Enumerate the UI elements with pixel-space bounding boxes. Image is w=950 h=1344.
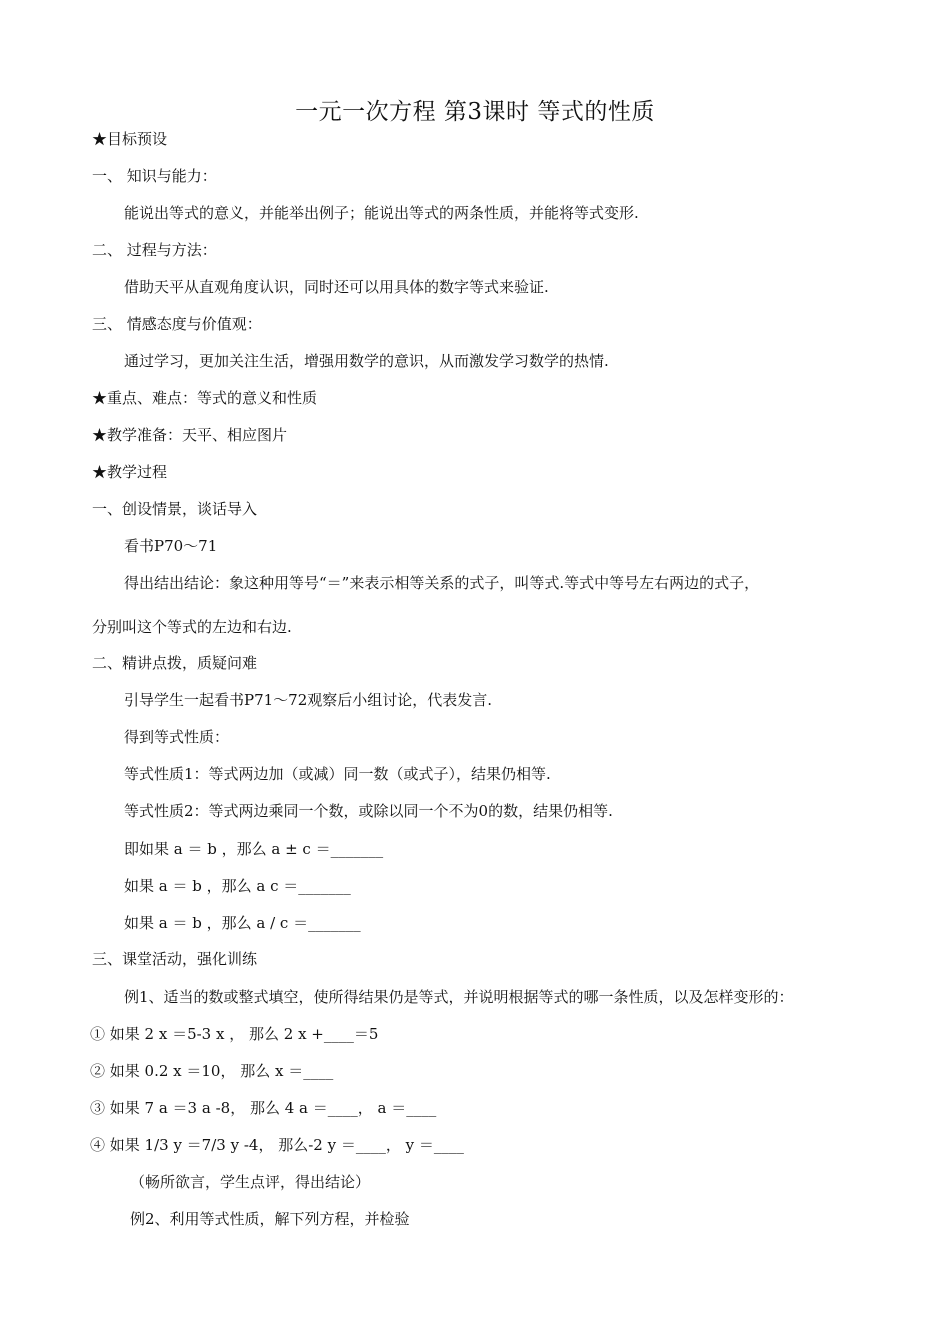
goal-text-process: 借助天平从直观角度认识，同时还可以用具体的数字等式来验证. [124,278,549,296]
property-1: 等式性质1：等式两边加（或减）同一数（或式子），结果仍相等. [124,765,551,783]
key-points-line: ★重点、难点：等式的意义和性质 [92,389,318,407]
goal-heading-process: 二、 过程与方法： [92,241,217,259]
exercise-1: ① 如果 2 x ＝5-3 x ， 那么 2 x +____＝5 [90,1025,379,1043]
step-text-conclusion-cont: 分别叫这个等式的左边和右边. [92,618,292,636]
step-text-properties-intro: 得到等式性质： [124,728,230,746]
step-text-read-book: 看书P70～71 [124,537,218,555]
step-text-conclusion: 得出结出结论：象这种用等号“＝”来表示相等关系的式子，叫等式.等式中等号左右两边的式子， [124,574,760,592]
discussion-note: （畅所欲言，学生点评，得出结论） [130,1173,371,1191]
formula-line-2: 如果 a ＝ b ，那么 a c ＝_______ [124,877,351,895]
exercise-4: ④ 如果 1/3 y ＝7/3 y -4， 那么-2 y ＝____， y ＝____ [90,1136,464,1154]
page-title: 一元一次方程 第3课时 等式的性质 [295,99,655,125]
section-heading-goals: ★目标预设 [92,130,168,148]
step-heading-1: 一、创设情景，谈话导入 [92,500,258,518]
formula-line-3: 如果 a ＝ b ，那么 a / c ＝_______ [124,914,361,932]
section-heading-process: ★教学过程 [92,463,168,481]
exercise-3: ③ 如果 7 a ＝3 a -8， 那么 4 a ＝____， a ＝____ [90,1099,437,1117]
goal-heading-attitude: 三、 情感态度与价值观： [92,315,262,333]
step-heading-3: 三、课堂活动，强化训练 [92,950,258,968]
goal-heading-knowledge: 一、 知识与能力： [92,167,217,185]
example-2-prompt: 例2、利用等式性质，解下列方程，并检验 [130,1210,410,1228]
formula-line-1: 即如果 a ＝ b ，那么 a ± c ＝_______ [124,840,384,858]
example-1-prompt: 例1、适当的数或整式填空，使所得结果仍是等式，并说明根据等式的哪一条性质，以及怎样变形的： [124,988,794,1006]
step-text-discussion: 引导学生一起看书P71～72观察后小组讨论，代表发言. [124,691,493,709]
exercise-2: ② 如果 0.2 x ＝10， 那么 x ＝____ [90,1062,334,1080]
property-2: 等式性质2：等式两边乘同一个数，或除以同一个不为0的数，结果仍相等. [124,802,613,820]
preparation-line: ★教学准备：天平、相应图片 [92,426,288,444]
goal-text-knowledge: 能说出等式的意义，并能举出例子；能说出等式的两条性质，并能将等式变形. [124,204,639,222]
goal-text-attitude: 通过学习，更加关注生活，增强用数学的意识，从而激发学习数学的热情. [124,352,609,370]
step-heading-2: 二、精讲点拨，质疑问难 [92,654,258,672]
